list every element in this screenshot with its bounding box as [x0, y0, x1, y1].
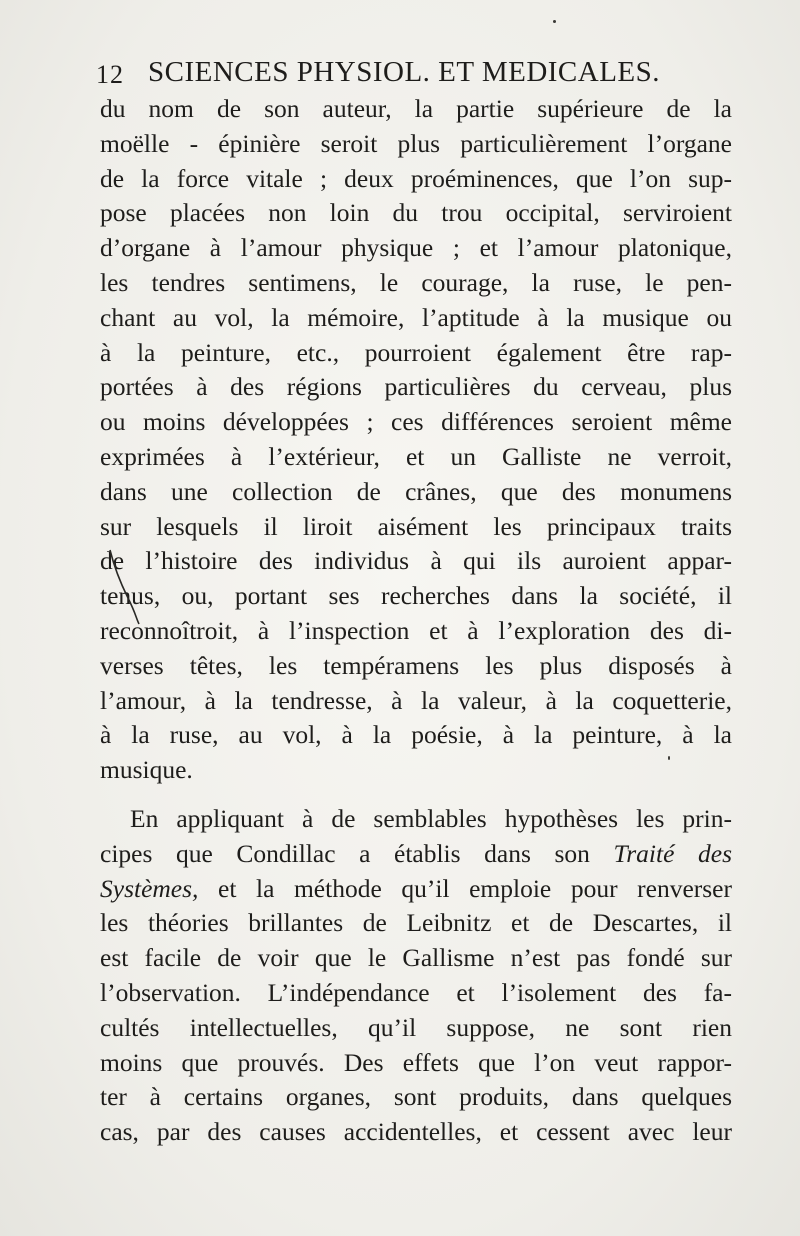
text-line: du nom de son auteur, la partie supérieure de la [100, 94, 732, 123]
text-line: à la peinture, etc., pourroient également être rap- [100, 337, 732, 367]
text-line: verses têtes, les tempéramens les plus disposés à [100, 650, 732, 680]
text-run: et la méthode qu’il emploie pour renverser [198, 873, 732, 903]
page-header [96, 52, 676, 92]
body-text [100, 92, 732, 1150]
text-line: à la ruse, au vol, à la poésie, à la peinture, à la [100, 720, 732, 750]
ink-speck [553, 20, 556, 23]
text-line: exprimées à l’extérieur, et un Galliste ne verroit, [100, 441, 732, 471]
text-line: moëlle - épinière seroit plus particulièrement l’organe [100, 128, 732, 158]
paragraph-gap [100, 788, 732, 802]
text-line: cultés intellectuelles, qu’il suppose, ne sont rien [100, 1012, 732, 1042]
paragraph-1 [100, 92, 732, 788]
text-line: portées à des régions particulières du cerveau, plus [100, 372, 732, 402]
text-line: musique. [100, 755, 193, 785]
text-line: pose placées non loin du trou occipital, serviroient [100, 198, 732, 228]
text-line: d’organe à l’amour physique ; et l’amour platonique, [100, 233, 732, 263]
text-line: de la force vitale ; deux proéminences, que l’on sup- [100, 163, 732, 193]
pen-stroke-mark [106, 548, 146, 628]
paragraph-2 [100, 802, 732, 1150]
book-title-italic: Traité des [613, 838, 732, 868]
text-line: les théories brillantes de Leibnitz et de Descartes, il [100, 908, 732, 938]
book-title-italic: Systèmes, [100, 873, 199, 903]
text-line: reconnoîtroit, à l’inspection et à l’exploration des di- [100, 615, 732, 645]
text-line: dans une collection de crânes, que des monumens [100, 476, 732, 506]
running-head: SCIENCES PHYSIOL. ET MEDICALES. [148, 56, 661, 88]
text-line: En appliquant à de semblables hypothèses les prin- [130, 803, 732, 833]
text-line [100, 837, 732, 872]
text-line: moins que prouvés. Des effets que l’on veut rappor- [100, 1047, 732, 1077]
page-number: 12 [96, 60, 124, 89]
text-line: cas, par des causes accidentelles, et cessent avec leur [100, 1117, 732, 1147]
ink-speck [668, 756, 670, 760]
text-line [100, 872, 732, 907]
text-line: ou moins développées ; ces différences seroient même [100, 407, 732, 437]
text-line: l’observation. L’indépendance et l’isolement des fa- [100, 977, 732, 1007]
text-line: ter à certains organes, sont produits, dans quelques [100, 1082, 732, 1112]
text-line: sur lesquels il liroit aisément les principaux traits [100, 511, 732, 541]
text-line: tenus, ou, portant ses recherches dans la société, il [100, 581, 732, 611]
text-line: les tendres sentimens, le courage, la ruse, le pen- [100, 267, 732, 297]
text-run: cipes que Condillac a établis dans son [100, 838, 614, 868]
text-line: de l’histoire des individus à qui ils auroient appar- [100, 546, 732, 576]
text-line: est facile de voir que le Gallisme n’est pas fondé sur [100, 943, 732, 973]
text-line: chant au vol, la mémoire, l’aptitude à la musique ou [100, 302, 732, 332]
text-line: l’amour, à la tendresse, à la valeur, à la coquetterie, [100, 685, 732, 715]
